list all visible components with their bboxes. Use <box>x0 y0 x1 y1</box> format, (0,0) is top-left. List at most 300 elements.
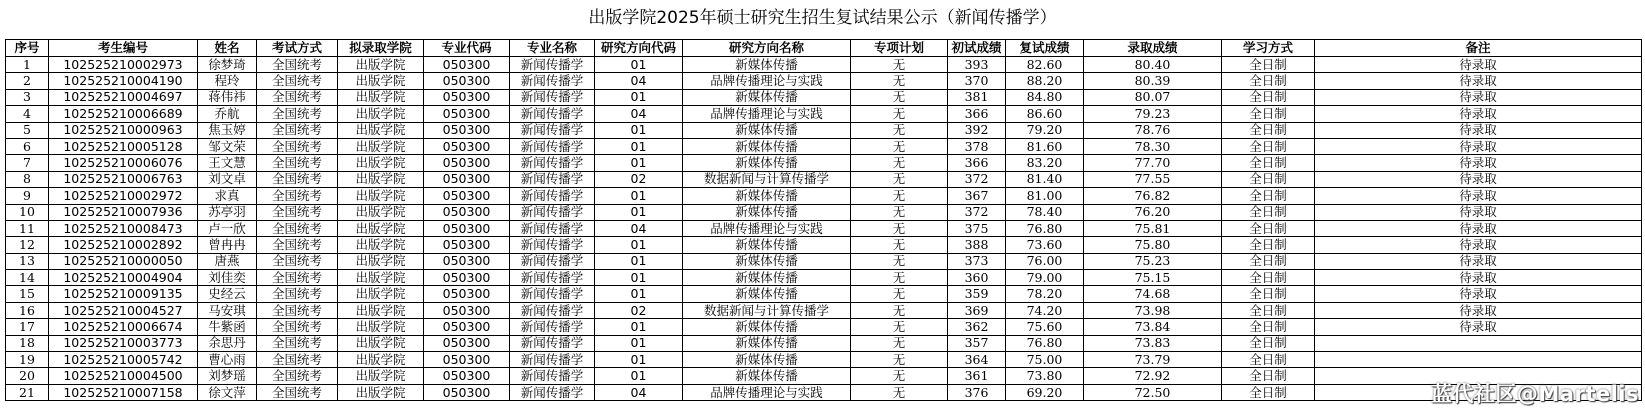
cell-study-mode: 全日制 <box>1222 319 1315 335</box>
cell-name: 刘佳奕 <box>198 270 257 286</box>
cell-exam-type: 全国统考 <box>257 270 338 286</box>
cell-retest-score: 73.60 <box>1006 237 1084 253</box>
cell-name: 邹文荣 <box>198 138 257 154</box>
cell-direction-name: 品牌传播理论与实践 <box>683 73 851 89</box>
cell-direction-code: 01 <box>595 352 683 368</box>
cell-remark: 待录取 <box>1315 155 1642 171</box>
cell-college: 出版学院 <box>338 171 424 187</box>
cell-retest-score: 81.00 <box>1006 188 1084 204</box>
cell-candidate-id: 102525210009135 <box>49 286 198 302</box>
cell-candidate-id: 102525210005128 <box>49 138 198 154</box>
cell-name: 史经云 <box>198 286 257 302</box>
header-direction-name: 研究方向名称 <box>683 40 851 57</box>
cell-remark <box>1315 335 1642 351</box>
table-row <box>6 171 1642 187</box>
cell-direction-name: 新媒体传播 <box>683 122 851 138</box>
cell-direction-code: 04 <box>595 220 683 236</box>
cell-seq: 12 <box>6 237 49 253</box>
cell-study-mode: 全日制 <box>1222 89 1315 105</box>
cell-special-plan: 无 <box>851 204 948 220</box>
cell-direction-code: 04 <box>595 384 683 400</box>
cell-study-mode: 全日制 <box>1222 352 1315 368</box>
cell-candidate-id: 102525210006674 <box>49 319 198 335</box>
cell-admission-score: 74.68 <box>1084 286 1222 302</box>
cell-direction-code: 01 <box>595 122 683 138</box>
cell-exam-type: 全国统考 <box>257 237 338 253</box>
cell-name: 卢一欣 <box>198 220 257 236</box>
cell-name: 唐燕 <box>198 253 257 269</box>
cell-remark: 待录取 <box>1315 106 1642 122</box>
table-row <box>6 302 1642 318</box>
cell-major-name: 新闻传播学 <box>510 253 595 269</box>
table-row <box>6 352 1642 368</box>
cell-seq: 3 <box>6 89 49 105</box>
cell-direction-code: 02 <box>595 171 683 187</box>
cell-remark: 待录取 <box>1315 220 1642 236</box>
cell-major-code: 050300 <box>424 188 510 204</box>
cell-special-plan: 无 <box>851 188 948 204</box>
cell-prelim-score: 381 <box>948 89 1006 105</box>
cell-name: 曾冉冉 <box>198 237 257 253</box>
cell-major-code: 050300 <box>424 171 510 187</box>
cell-remark: 待录取 <box>1315 270 1642 286</box>
cell-admission-score: 75.80 <box>1084 237 1222 253</box>
cell-remark: 待录取 <box>1315 204 1642 220</box>
cell-admission-score: 78.76 <box>1084 122 1222 138</box>
header-exam-type: 考试方式 <box>257 40 338 57</box>
cell-remark: 待录取 <box>1315 286 1642 302</box>
cell-prelim-score: 360 <box>948 270 1006 286</box>
cell-remark <box>1315 352 1642 368</box>
cell-major-code: 050300 <box>424 270 510 286</box>
cell-exam-type: 全国统考 <box>257 138 338 154</box>
cell-study-mode: 全日制 <box>1222 204 1315 220</box>
cell-candidate-id: 102525210004697 <box>49 89 198 105</box>
table-row <box>6 286 1642 302</box>
cell-special-plan: 无 <box>851 270 948 286</box>
cell-candidate-id: 102525210004500 <box>49 368 198 384</box>
cell-prelim-score: 357 <box>948 335 1006 351</box>
cell-candidate-id: 102525210007936 <box>49 204 198 220</box>
cell-college: 出版学院 <box>338 138 424 154</box>
table-row <box>6 204 1642 220</box>
cell-exam-type: 全国统考 <box>257 171 338 187</box>
cell-direction-name: 新媒体传播 <box>683 188 851 204</box>
cell-name: 求真 <box>198 188 257 204</box>
cell-major-code: 050300 <box>424 335 510 351</box>
cell-special-plan: 无 <box>851 57 948 73</box>
cell-study-mode: 全日制 <box>1222 270 1315 286</box>
cell-prelim-score: 367 <box>948 188 1006 204</box>
cell-prelim-score: 366 <box>948 155 1006 171</box>
cell-major-code: 050300 <box>424 319 510 335</box>
cell-retest-score: 81.40 <box>1006 171 1084 187</box>
cell-study-mode: 全日制 <box>1222 384 1315 400</box>
cell-retest-score: 69.20 <box>1006 384 1084 400</box>
cell-exam-type: 全国统考 <box>257 89 338 105</box>
cell-name: 余思丹 <box>198 335 257 351</box>
cell-major-name: 新闻传播学 <box>510 188 595 204</box>
cell-remark: 待录取 <box>1315 138 1642 154</box>
cell-name: 蒋伟祎 <box>198 89 257 105</box>
cell-candidate-id: 102525210008473 <box>49 220 198 236</box>
cell-remark: 待录取 <box>1315 73 1642 89</box>
cell-direction-code: 01 <box>595 155 683 171</box>
cell-candidate-id: 102525210004527 <box>49 302 198 318</box>
table-header-row <box>6 40 1642 57</box>
cell-candidate-id: 102525210004190 <box>49 73 198 89</box>
cell-major-code: 050300 <box>424 57 510 73</box>
cell-candidate-id: 102525210006763 <box>49 171 198 187</box>
cell-special-plan: 无 <box>851 253 948 269</box>
cell-major-name: 新闻传播学 <box>510 352 595 368</box>
cell-retest-score: 81.60 <box>1006 138 1084 154</box>
header-special-plan: 专项计划 <box>851 40 948 57</box>
cell-direction-name: 新媒体传播 <box>683 253 851 269</box>
cell-exam-type: 全国统考 <box>257 220 338 236</box>
cell-major-name: 新闻传播学 <box>510 237 595 253</box>
cell-seq: 17 <box>6 319 49 335</box>
cell-study-mode: 全日制 <box>1222 138 1315 154</box>
cell-major-code: 050300 <box>424 73 510 89</box>
cell-prelim-score: 366 <box>948 106 1006 122</box>
cell-major-name: 新闻传播学 <box>510 122 595 138</box>
cell-special-plan: 无 <box>851 319 948 335</box>
cell-special-plan: 无 <box>851 368 948 384</box>
cell-seq: 7 <box>6 155 49 171</box>
cell-remark: 待录取 <box>1315 57 1642 73</box>
table-row <box>6 106 1642 122</box>
table-row <box>6 270 1642 286</box>
results-body <box>6 57 1642 401</box>
cell-major-name: 新闻传播学 <box>510 220 595 236</box>
cell-seq: 10 <box>6 204 49 220</box>
cell-direction-name: 新媒体传播 <box>683 57 851 73</box>
cell-retest-score: 76.80 <box>1006 335 1084 351</box>
cell-special-plan: 无 <box>851 89 948 105</box>
cell-admission-score: 80.40 <box>1084 57 1222 73</box>
table-row <box>6 89 1642 105</box>
table-row <box>6 220 1642 236</box>
cell-direction-code: 01 <box>595 138 683 154</box>
cell-candidate-id: 102525210000050 <box>49 253 198 269</box>
cell-admission-score: 73.79 <box>1084 352 1222 368</box>
cell-admission-score: 78.30 <box>1084 138 1222 154</box>
cell-admission-score: 77.55 <box>1084 171 1222 187</box>
cell-seq: 2 <box>6 73 49 89</box>
cell-study-mode: 全日制 <box>1222 171 1315 187</box>
cell-major-name: 新闻传播学 <box>510 57 595 73</box>
cell-seq: 18 <box>6 335 49 351</box>
cell-prelim-score: 376 <box>948 384 1006 400</box>
cell-seq: 16 <box>6 302 49 318</box>
cell-direction-name: 新媒体传播 <box>683 237 851 253</box>
table-row <box>6 155 1642 171</box>
cell-study-mode: 全日制 <box>1222 106 1315 122</box>
cell-college: 出版学院 <box>338 384 424 400</box>
cell-major-code: 050300 <box>424 302 510 318</box>
cell-retest-score: 88.20 <box>1006 73 1084 89</box>
cell-prelim-score: 392 <box>948 122 1006 138</box>
cell-exam-type: 全国统考 <box>257 384 338 400</box>
cell-direction-name: 新媒体传播 <box>683 89 851 105</box>
page-title: 出版学院2025年硕士研究生招生复试结果公示（新闻传播学） <box>588 8 1057 28</box>
cell-major-name: 新闻传播学 <box>510 368 595 384</box>
cell-candidate-id: 102525210007158 <box>49 384 198 400</box>
cell-direction-code: 01 <box>595 319 683 335</box>
cell-name: 马安琪 <box>198 302 257 318</box>
cell-direction-code: 01 <box>595 204 683 220</box>
cell-direction-code: 02 <box>595 302 683 318</box>
cell-seq: 5 <box>6 122 49 138</box>
cell-study-mode: 全日制 <box>1222 155 1315 171</box>
cell-remark: 待录取 <box>1315 188 1642 204</box>
cell-study-mode: 全日制 <box>1222 73 1315 89</box>
table-row <box>6 384 1642 400</box>
cell-study-mode: 全日制 <box>1222 237 1315 253</box>
cell-major-name: 新闻传播学 <box>510 73 595 89</box>
header-major-name: 专业名称 <box>510 40 595 57</box>
cell-admission-score: 79.23 <box>1084 106 1222 122</box>
header-seq: 序号 <box>6 40 49 57</box>
table-row <box>6 57 1642 73</box>
cell-major-name: 新闻传播学 <box>510 106 595 122</box>
cell-remark: 待录取 <box>1315 253 1642 269</box>
cell-special-plan: 无 <box>851 302 948 318</box>
table-row <box>6 138 1642 154</box>
cell-special-plan: 无 <box>851 237 948 253</box>
cell-candidate-id: 102525210000963 <box>49 122 198 138</box>
cell-college: 出版学院 <box>338 237 424 253</box>
table-row <box>6 122 1642 138</box>
cell-special-plan: 无 <box>851 73 948 89</box>
cell-candidate-id: 102525210006689 <box>49 106 198 122</box>
cell-direction-name: 品牌传播理论与实践 <box>683 384 851 400</box>
cell-name: 徐梦琦 <box>198 57 257 73</box>
cell-seq: 6 <box>6 138 49 154</box>
cell-remark: 待录取 <box>1315 319 1642 335</box>
header-remark: 备注 <box>1315 40 1642 57</box>
results-table <box>5 39 1642 401</box>
cell-remark: 待录取 <box>1315 89 1642 105</box>
cell-admission-score: 76.82 <box>1084 188 1222 204</box>
cell-prelim-score: 362 <box>948 319 1006 335</box>
cell-direction-name: 数据新闻与计算传播学 <box>683 302 851 318</box>
cell-college: 出版学院 <box>338 204 424 220</box>
cell-study-mode: 全日制 <box>1222 122 1315 138</box>
cell-seq: 20 <box>6 368 49 384</box>
cell-retest-score: 78.20 <box>1006 286 1084 302</box>
cell-college: 出版学院 <box>338 122 424 138</box>
cell-seq: 1 <box>6 57 49 73</box>
cell-retest-score: 79.00 <box>1006 270 1084 286</box>
cell-name: 程玲 <box>198 73 257 89</box>
cell-special-plan: 无 <box>851 122 948 138</box>
cell-direction-name: 品牌传播理论与实践 <box>683 220 851 236</box>
cell-retest-score: 75.00 <box>1006 352 1084 368</box>
cell-direction-name: 新媒体传播 <box>683 204 851 220</box>
cell-exam-type: 全国统考 <box>257 302 338 318</box>
cell-study-mode: 全日制 <box>1222 335 1315 351</box>
cell-retest-score: 73.80 <box>1006 368 1084 384</box>
cell-major-code: 050300 <box>424 155 510 171</box>
cell-college: 出版学院 <box>338 253 424 269</box>
cell-name: 苏亭羽 <box>198 204 257 220</box>
cell-direction-name: 新媒体传播 <box>683 286 851 302</box>
cell-candidate-id: 102525210002972 <box>49 188 198 204</box>
cell-special-plan: 无 <box>851 352 948 368</box>
cell-major-code: 050300 <box>424 138 510 154</box>
cell-admission-score: 77.70 <box>1084 155 1222 171</box>
cell-candidate-id: 102525210002892 <box>49 237 198 253</box>
cell-special-plan: 无 <box>851 171 948 187</box>
cell-direction-code: 04 <box>595 106 683 122</box>
cell-college: 出版学院 <box>338 220 424 236</box>
cell-special-plan: 无 <box>851 106 948 122</box>
cell-direction-code: 01 <box>595 237 683 253</box>
cell-name: 乔航 <box>198 106 257 122</box>
cell-major-code: 050300 <box>424 368 510 384</box>
cell-college: 出版学院 <box>338 89 424 105</box>
cell-major-name: 新闻传播学 <box>510 155 595 171</box>
cell-remark: 待录取 <box>1315 302 1642 318</box>
cell-college: 出版学院 <box>338 302 424 318</box>
cell-direction-code: 01 <box>595 89 683 105</box>
cell-seq: 19 <box>6 352 49 368</box>
cell-college: 出版学院 <box>338 155 424 171</box>
cell-admission-score: 72.50 <box>1084 384 1222 400</box>
cell-exam-type: 全国统考 <box>257 253 338 269</box>
table-row <box>6 73 1642 89</box>
cell-prelim-score: 372 <box>948 204 1006 220</box>
header-prelim-score: 初试成绩 <box>948 40 1006 57</box>
cell-direction-name: 新媒体传播 <box>683 335 851 351</box>
cell-exam-type: 全国统考 <box>257 57 338 73</box>
cell-college: 出版学院 <box>338 352 424 368</box>
cell-retest-score: 76.00 <box>1006 253 1084 269</box>
cell-name: 王文慧 <box>198 155 257 171</box>
cell-name: 刘文卓 <box>198 171 257 187</box>
cell-college: 出版学院 <box>338 286 424 302</box>
cell-name: 徐文萍 <box>198 384 257 400</box>
cell-candidate-id: 102525210003773 <box>49 335 198 351</box>
cell-admission-score: 73.84 <box>1084 319 1222 335</box>
cell-exam-type: 全国统考 <box>257 286 338 302</box>
header-retest-score: 复试成绩 <box>1006 40 1084 57</box>
cell-major-code: 050300 <box>424 122 510 138</box>
cell-college: 出版学院 <box>338 270 424 286</box>
cell-major-code: 050300 <box>424 352 510 368</box>
cell-major-code: 050300 <box>424 220 510 236</box>
cell-major-name: 新闻传播学 <box>510 335 595 351</box>
cell-major-code: 050300 <box>424 237 510 253</box>
cell-exam-type: 全国统考 <box>257 319 338 335</box>
cell-candidate-id: 102525210005742 <box>49 352 198 368</box>
cell-name: 曹心雨 <box>198 352 257 368</box>
cell-college: 出版学院 <box>338 368 424 384</box>
cell-retest-score: 75.60 <box>1006 319 1084 335</box>
cell-name: 刘梦瑶 <box>198 368 257 384</box>
cell-direction-name: 新媒体传播 <box>683 270 851 286</box>
cell-exam-type: 全国统考 <box>257 188 338 204</box>
cell-major-name: 新闻传播学 <box>510 302 595 318</box>
cell-major-name: 新闻传播学 <box>510 171 595 187</box>
cell-major-code: 050300 <box>424 89 510 105</box>
header-name: 姓名 <box>198 40 257 57</box>
cell-candidate-id: 102525210004904 <box>49 270 198 286</box>
header-admission-score: 录取成绩 <box>1084 40 1222 57</box>
cell-study-mode: 全日制 <box>1222 220 1315 236</box>
cell-major-name: 新闻传播学 <box>510 319 595 335</box>
cell-admission-score: 72.92 <box>1084 368 1222 384</box>
cell-major-name: 新闻传播学 <box>510 89 595 105</box>
cell-admission-score: 80.39 <box>1084 73 1222 89</box>
table-row <box>6 188 1642 204</box>
cell-prelim-score: 372 <box>948 171 1006 187</box>
cell-major-name: 新闻传播学 <box>510 270 595 286</box>
cell-prelim-score: 359 <box>948 286 1006 302</box>
cell-study-mode: 全日制 <box>1222 302 1315 318</box>
cell-special-plan: 无 <box>851 138 948 154</box>
cell-retest-score: 74.20 <box>1006 302 1084 318</box>
cell-admission-score: 73.83 <box>1084 335 1222 351</box>
cell-major-code: 050300 <box>424 106 510 122</box>
cell-direction-code: 01 <box>595 368 683 384</box>
cell-candidate-id: 102525210006076 <box>49 155 198 171</box>
cell-seq: 9 <box>6 188 49 204</box>
cell-prelim-score: 361 <box>948 368 1006 384</box>
cell-college: 出版学院 <box>338 106 424 122</box>
cell-seq: 14 <box>6 270 49 286</box>
cell-direction-code: 01 <box>595 335 683 351</box>
cell-remark: 待录取 <box>1315 122 1642 138</box>
cell-retest-score: 82.60 <box>1006 57 1084 73</box>
cell-major-name: 新闻传播学 <box>510 286 595 302</box>
cell-prelim-score: 388 <box>948 237 1006 253</box>
table-row <box>6 335 1642 351</box>
cell-seq: 13 <box>6 253 49 269</box>
cell-special-plan: 无 <box>851 384 948 400</box>
cell-direction-name: 品牌传播理论与实践 <box>683 106 851 122</box>
header-college: 拟录取学院 <box>338 40 424 57</box>
cell-study-mode: 全日制 <box>1222 253 1315 269</box>
cell-name: 牛紫函 <box>198 319 257 335</box>
cell-exam-type: 全国统考 <box>257 352 338 368</box>
cell-name: 焦玉婷 <box>198 122 257 138</box>
cell-college: 出版学院 <box>338 73 424 89</box>
cell-prelim-score: 378 <box>948 138 1006 154</box>
table-row <box>6 253 1642 269</box>
cell-retest-score: 86.60 <box>1006 106 1084 122</box>
cell-seq: 15 <box>6 286 49 302</box>
cell-major-name: 新闻传播学 <box>510 204 595 220</box>
cell-major-code: 050300 <box>424 384 510 400</box>
cell-college: 出版学院 <box>338 188 424 204</box>
cell-admission-score: 76.20 <box>1084 204 1222 220</box>
cell-study-mode: 全日制 <box>1222 368 1315 384</box>
cell-prelim-score: 393 <box>948 57 1006 73</box>
table-row <box>6 368 1642 384</box>
cell-retest-score: 76.80 <box>1006 220 1084 236</box>
cell-admission-score: 80.07 <box>1084 89 1222 105</box>
cell-study-mode: 全日制 <box>1222 57 1315 73</box>
cell-direction-name: 新媒体传播 <box>683 155 851 171</box>
cell-study-mode: 全日制 <box>1222 188 1315 204</box>
cell-prelim-score: 373 <box>948 253 1006 269</box>
header-major-code: 专业代码 <box>424 40 510 57</box>
cell-retest-score: 83.20 <box>1006 155 1084 171</box>
header-direction-code: 研究方向代码 <box>595 40 683 57</box>
